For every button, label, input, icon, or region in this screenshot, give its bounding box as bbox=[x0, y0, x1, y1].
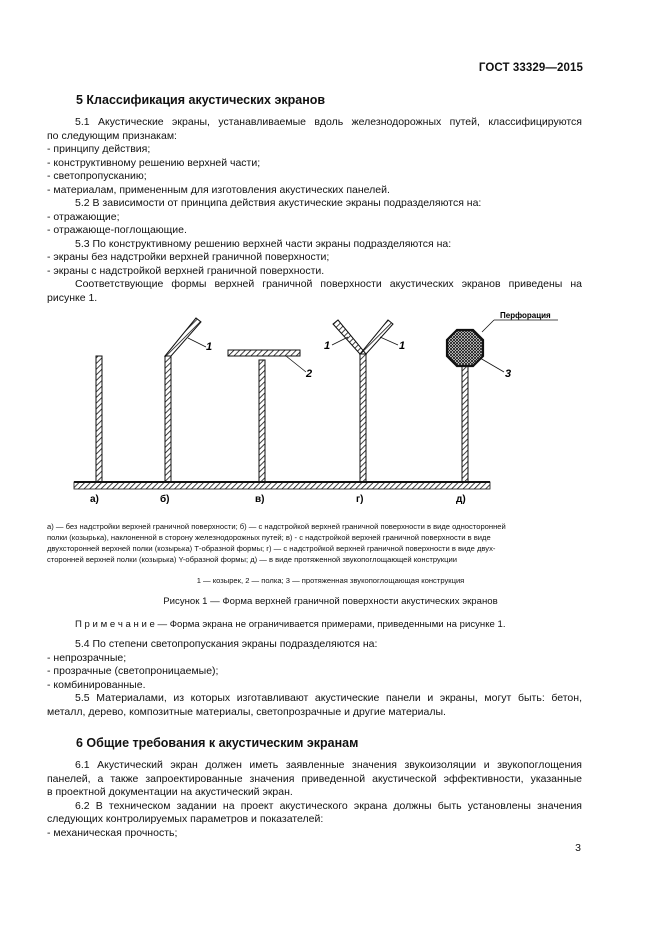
figure-description-line: полки (козырька), наклоненной в сторону железнодорожных путей; в) - с надстройкой верхней граничной поверхности в виде bbox=[47, 533, 491, 542]
perforation-label: Перфорация bbox=[500, 311, 551, 320]
section-5-body bbox=[47, 116, 582, 305]
list-item: - отражающе-поглощающие. bbox=[47, 224, 187, 236]
figure-description-line: а) — без надстройки верхней граничной поверхности; б) — с надстройкой верхней граничной поверхности в виде односторонней bbox=[47, 522, 506, 531]
label-1-d-left: 1 bbox=[324, 340, 331, 352]
list-item: - отражающие; bbox=[47, 210, 120, 223]
note-text: — Форма экрана не ограничивается примерами, приведенными на рисунке 1. bbox=[154, 619, 506, 630]
section-6-title: 6 Общие требования к акустическим экранам bbox=[76, 736, 359, 750]
page-number: 3 bbox=[575, 842, 581, 854]
screen-shapes-figure bbox=[70, 310, 590, 510]
figure-description-line: сторонней верхней полки (козырька) Y-образной формы; д) — в виде протяженной звукопоглощающей конструкции bbox=[47, 555, 457, 564]
list-item: - экраны с надстройкой верхней граничной поверхности. bbox=[47, 264, 325, 277]
wall-b bbox=[165, 356, 171, 482]
section-5-continued bbox=[47, 638, 582, 719]
wall-e bbox=[462, 366, 468, 482]
para-line: следующих контролируемых параметров и показателей: bbox=[47, 813, 324, 825]
shelf-c bbox=[228, 350, 300, 356]
visor-d-right bbox=[360, 320, 393, 354]
para-6-2: 6.2 В техническом задании на проект акустического экрана должны быть установлены значения bbox=[75, 799, 582, 812]
para-line: рисунке 1. bbox=[47, 291, 98, 304]
wall-a bbox=[96, 356, 102, 482]
letter-a: а) bbox=[90, 494, 99, 505]
letter-c: в) bbox=[255, 494, 265, 505]
para-line: панелей, а также запроектированные значения приведенной акустической эффективности, указанные bbox=[47, 772, 582, 785]
visor-d-left bbox=[333, 320, 366, 354]
para-figure-ref: Соответствующие формы верхней граничной поверхности акустических экранов приведены на bbox=[75, 278, 582, 290]
letter-d: г) bbox=[356, 494, 364, 505]
list-item: - комбинированные. bbox=[47, 678, 146, 691]
para-5-4: 5.4 По степени светопропускания экраны подразделяются на: bbox=[75, 638, 378, 650]
figure-note bbox=[75, 619, 585, 630]
wall-c bbox=[259, 360, 265, 482]
letter-b: б) bbox=[160, 494, 170, 505]
list-item: - светопропусканию; bbox=[47, 170, 147, 182]
absorber-e bbox=[447, 330, 483, 366]
figure-caption: Рисунок 1 — Форма верхней граничной поверхности акустических экранов bbox=[163, 596, 498, 607]
ground-line bbox=[74, 482, 490, 489]
list-item: - механическая прочность; bbox=[47, 826, 178, 839]
para-6-1: 6.1 Акустический экран должен иметь заявленные значения звукоизоляции и звукопоглощения bbox=[75, 759, 582, 771]
section-6-body bbox=[47, 759, 582, 840]
label-3-e: 3 bbox=[505, 368, 512, 380]
standard-header: ГОСТ 33329—2015 bbox=[478, 62, 583, 74]
list-item: - конструктивному решению верхней части; bbox=[47, 156, 261, 169]
para-5-2: 5.2 В зависимости от принципа действия акустические экраны подразделяются на: bbox=[75, 197, 482, 209]
label-2-c: 2 bbox=[306, 368, 313, 380]
list-item: - прозрачные (светопроницаемые); bbox=[47, 665, 219, 677]
letter-e: д) bbox=[456, 494, 466, 505]
list-item: - принципу действия; bbox=[47, 143, 151, 155]
para-line: в проектной документации на акустический экран. bbox=[47, 786, 293, 798]
para-line: металл, дерево, композитные материалы, светопрозрачные и другие материалы. bbox=[47, 705, 446, 718]
list-item: - непрозрачные; bbox=[47, 651, 127, 664]
figure-description-line: двухсторонней верхней полки (козырька) Т-образной формы; г) — с надстройкой верхней граничной поверхности в виде двух- bbox=[47, 544, 496, 553]
para-5-5: 5.5 Материалами, из которых изготавливают акустические панели и экраны, могут быть: бетон, bbox=[75, 692, 582, 704]
para-line: по следующим признакам: bbox=[47, 129, 177, 142]
visor-b bbox=[165, 318, 201, 356]
list-item: - экраны без надстройки верхней граничной поверхности; bbox=[47, 251, 330, 263]
figure-legend: 1 — козырек, 2 — полка; 3 — протяженная звукопоглощающая конструкция bbox=[196, 576, 465, 585]
list-item: - материалам, примененным для изготовления акустических панелей. bbox=[47, 183, 390, 196]
para-5-3: 5.3 По конструктивному решению верхней части экраны подразделяются на: bbox=[75, 237, 452, 250]
wall-d bbox=[360, 354, 366, 482]
label-1-d-right: 1 bbox=[399, 340, 406, 352]
figure-description bbox=[47, 521, 582, 565]
note-label: П р и м е ч а н и е bbox=[75, 619, 155, 630]
label-1-b: 1 bbox=[206, 341, 213, 353]
para-5-1: 5.1 Акустические экраны, устанавливаемые вдоль железнодорожных путей, классифицируются bbox=[75, 116, 582, 128]
section-5-title: 5 Классификация акустических экранов bbox=[76, 93, 326, 107]
